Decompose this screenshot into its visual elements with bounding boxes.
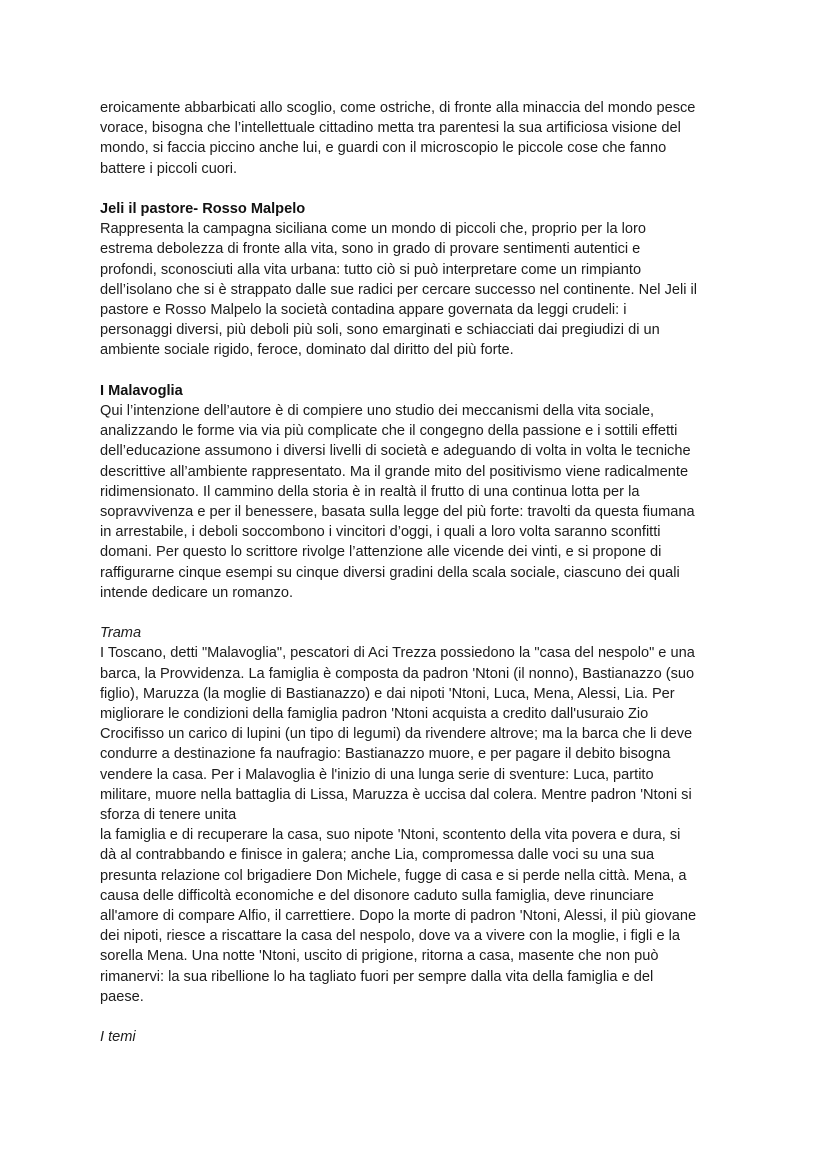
jeli-section: [100, 199, 732, 361]
paragraph-gap: [100, 179, 732, 199]
paragraph-gap: [100, 1007, 732, 1027]
document-page: [100, 98, 732, 1047]
malavoglia-line: raffigurarne cinque esempi su cinque diversi gradini della scala sociale, ciascuno dei quali: [100, 564, 680, 581]
jeli-line: personaggi diversi, più deboli più soli, sono emarginati e schiacciati dai pregiudizi di un: [100, 322, 660, 339]
jeli-line: ambiente sociale rigido, feroce, dominato dal diritto del più forte.: [100, 342, 514, 359]
trama-line: sforza di tenere unita: [100, 807, 237, 824]
trama-heading: Trama: [100, 625, 142, 642]
trama-line: paese.: [100, 988, 144, 1005]
malavoglia-line: in arrestabile, i deboli soccombono i vincitori d’oggi, i quali a loro volta saranno sconfitti: [100, 524, 661, 541]
trama-line: causa delle difficoltà economiche e del disonore caduto sulla famiglia, deve rinunciare: [100, 887, 654, 904]
trama-line: vendere la casa. Per i Malavoglia è l'inizio di una lunga serie di sventure: Luca, partito: [100, 766, 654, 783]
malavoglia-section: [100, 381, 732, 603]
trama-line: dà al contrabbando e finisce in galera; anche Lia, compromessa dalle voci su una sua: [100, 847, 655, 864]
jeli-line: pastore e Rosso Malpelo la società contadina appare governata da leggi crudeli: i: [100, 302, 627, 319]
trama-line: sorella Mena. Una notte 'Ntoni, uscito di prigione, ritorna a casa, masente che non può: [100, 948, 659, 965]
intro-line: eroicamente abbarbicati allo scoglio, come ostriche, di fronte alla minaccia del mondo pesce: [100, 100, 696, 116]
malavoglia-line: Qui l’intenzione dell’autore è di compiere uno studio dei meccanismi della vita sociale,: [100, 403, 655, 420]
jeli-line: Rappresenta la campagna siciliana come un mondo di piccoli che, proprio per la loro: [100, 221, 646, 238]
intro-line: mondo, si faccia piccino anche lui, e guardi con il microscopio le piccole cose che fanno: [100, 140, 667, 157]
trama-line: presunta relazione col brigadiere Don Michele, fugge di casa e si perde nella città. Mena, a: [100, 867, 687, 884]
trama-line: la famiglia e di recuperare la casa, suo nipote 'Ntoni, scontento della vita povera e dura, si: [100, 827, 681, 844]
intro-line: battere i piccoli cuori.: [100, 160, 238, 177]
jeli-line: dell’isolano che si è strappato dalle sue radici per cercare successo nel continente. Nel Jeli il: [100, 281, 698, 298]
malavoglia-line: intende dedicare un romanzo.: [100, 584, 294, 601]
malavoglia-line: domani. Per questo lo scrittore rivolge l’attenzione alle vicende dei vinti, e si propone di: [100, 544, 662, 561]
paragraph-gap: [100, 361, 732, 381]
malavoglia-heading: I Malavoglia: [100, 382, 183, 399]
malavoglia-line: ridimensionato. Il cammino della storia è in realtà il frutto di una continua lotta per la: [100, 483, 640, 500]
trama-line: dei nipoti, riesce a riscattare la casa del nespolo, dove va a vivere con la moglie, i figli e la: [100, 928, 681, 945]
trama-line: Crocifisso un carico di lupini (un tipo di legumi) da rivendere altrove; ma la barca che li deve: [100, 726, 693, 743]
trama-line: condurre a destinazione fa naufragio: Bastianazzo muore, e per pagare il debito bisogna: [100, 746, 671, 763]
malavoglia-line: sopravvivenza e per il benessere, basata sulla legge del più forte: travolti da questa fiumana: [100, 504, 695, 521]
malavoglia-line: analizzando le forme via via più complicate che il congegno della passione e i sottili effetti: [100, 423, 678, 440]
jeli-line: estrema debolezza di fronte alla vita, sono in grado di provare sentimenti autentici e: [100, 241, 641, 258]
trama-line: barca, la Provvidenza. La famiglia è composta da padron 'Ntoni (il nonno), Bastianazzo (suo: [100, 665, 695, 682]
malavoglia-line: descrittive all’ambiente rappresentato. Ma il grande mito del positivismo viene radicalmente: [100, 463, 689, 480]
trama-line: migliorare le condizioni della famiglia padron 'Ntoni acquista a credito dall'usuraio Zio: [100, 706, 649, 723]
intro-line: vorace, bisogna che l’intellettuale cittadino metta tra parentesi la sua artificiosa visione del: [100, 120, 681, 137]
trama-line: militare, muore nella battaglia di Lissa, Maruzza è uccisa dal colera. Mentre padron 'Ntoni si: [100, 786, 692, 803]
malavoglia-line: dell’educazione assumono i diversi livelli di società e adeguando di volta in volta le tecniche: [100, 443, 691, 460]
trama-line: I Toscano, detti "Malavoglia", pescatori di Aci Trezza possiedono la "casa del nespolo" e una: [100, 645, 695, 662]
temi-section: [100, 1027, 732, 1047]
intro-paragraph: [100, 98, 732, 179]
trama-section: [100, 623, 732, 1007]
trama-line: all'amore di compare Alfio, il carrettiere. Dopo la morte di padron 'Ntoni, Alessi, il più giovane: [100, 908, 697, 925]
trama-line: rimanervi: la sua ribellione lo ha tagliato fuori per sempre dalla vita della famiglia e del: [100, 968, 654, 985]
paragraph-gap: [100, 603, 732, 623]
jeli-heading: Jeli il pastore- Rosso Malpelo: [100, 201, 306, 217]
temi-heading: I temi: [100, 1029, 136, 1046]
jeli-line: profondi, sconosciuti alla vita urbana: tutto ciò si può interpretare come un rimpianto: [100, 261, 642, 278]
trama-line: figlio), Maruzza (la moglie di Bastianazzo) e dai nipoti 'Ntoni, Luca, Mena, Alessi, Lia. Per: [100, 685, 675, 702]
